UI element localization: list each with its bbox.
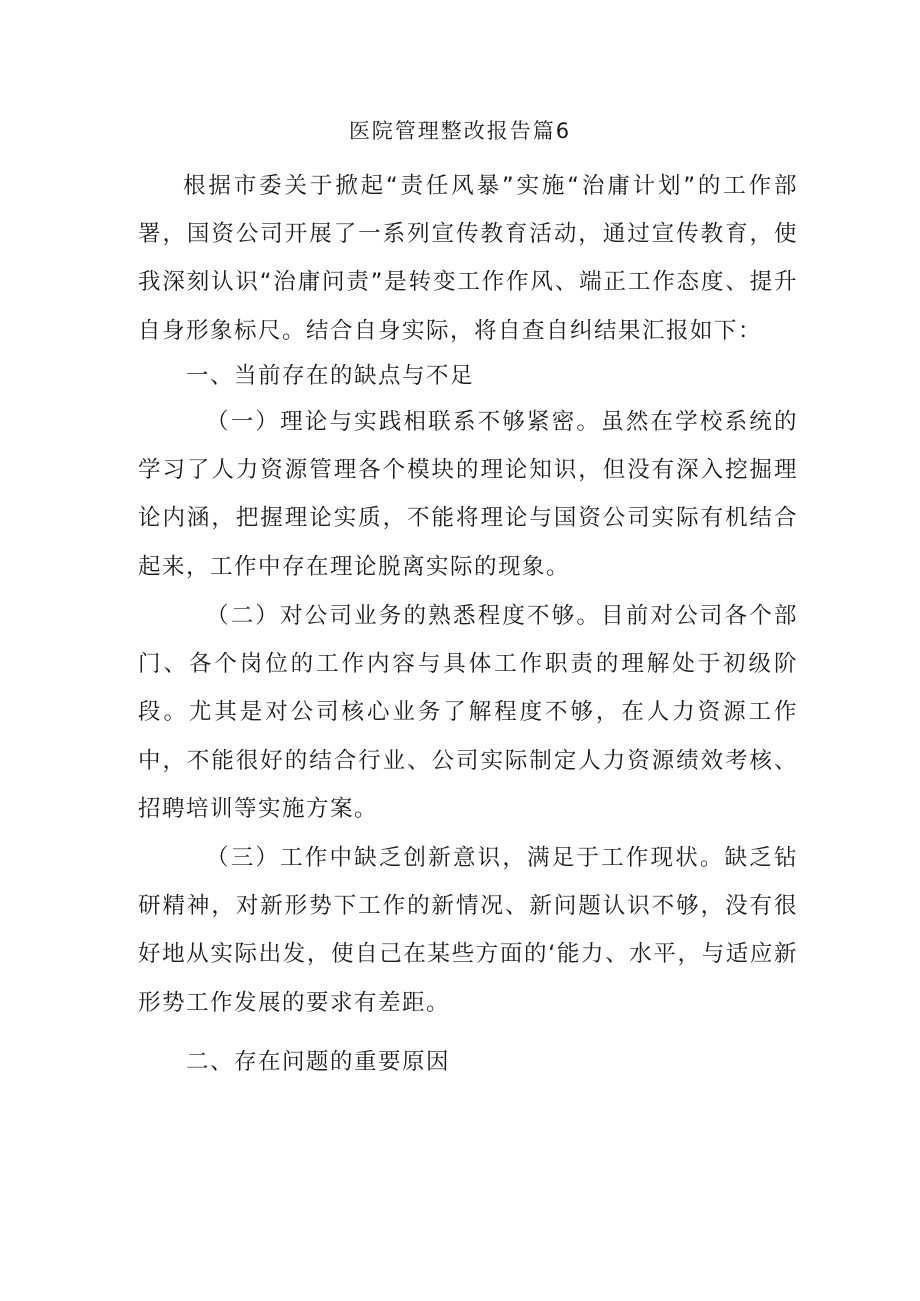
intro-paragraph: 根据市委关于掀起“责任风暴”实施“治庸计划”的工作部署，国资公司开展了一系列宣传教育活动，通过宣传教育，使我深刻认识“治庸问责”是转变工作作风、端正工作态度、提升自身形象标尺。结合自身实际，将自查自纠结果汇报如下： [138, 173, 798, 344]
item-paragraph-2: （二）对公司业务的熟悉程度不够。目前对公司各个部门、各个岗位的工作内容与具体工作职责的理解处于初级阶段。尤其是对公司核心业务了解程度不够，在人力资源工作中，不能很好的结合行业、公司实际制定人力资源绩效考核、招聘培训等实施方案。 [138, 603, 798, 822]
section-heading-1: 一、当前存在的缺点与不足 [186, 363, 475, 389]
section-heading-2: 二、存在问题的重要原因 [186, 1049, 451, 1075]
document-title: 医院管理整改报告篇6 [348, 119, 572, 143]
item-paragraph-1: （一）理论与实践相联系不够紧密。虽然在学校系统的学习了人力资源管理各个模块的理论知识，但没有深入挖掘理论内涵，把握理论实质，不能将理论与国资公司实际有机结合起来，工作中存在理论脱离实际的现象。 [138, 409, 798, 580]
item-paragraph-3: （三）工作中缺乏创新意识，满足于工作现状。缺乏钻研精神，对新形势下工作的新情况、新问题认识不够，没有很好地从实际出发，使自己在某些方面的‘能力、水平，与适应新形势工作发展的要求有差距。 [138, 845, 798, 1016]
